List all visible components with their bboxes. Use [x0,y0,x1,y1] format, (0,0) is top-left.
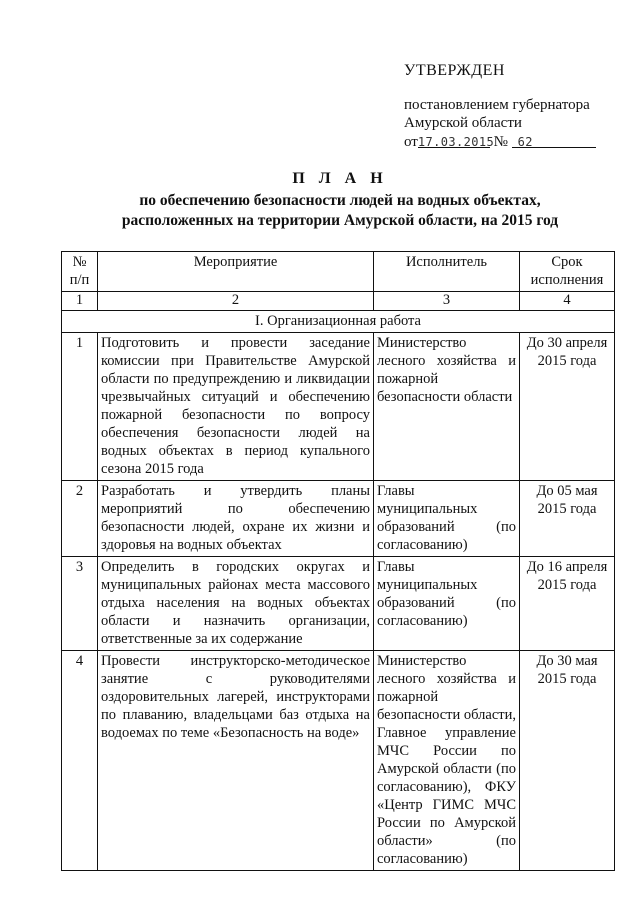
row-executor: Министерство лесного хозяйства и пожарной безопасности области, Главное управление МЧС России по Амурской области (по согласованию), ФКУ «Центр ГИМС МЧС России по Амурской области» (по согласованию) [374,651,520,871]
header-num: № п/п [62,252,98,292]
approval-line-2: Амурской области [404,115,522,131]
table-row [62,333,615,481]
row-activity: Разработать и утвердить планы мероприятий по обеспечению безопасности людей, охране их жизни и здоровья на водных объектах [98,481,374,557]
row-term: До 30 апреля 2015 года [520,333,615,481]
header-term: Срок исполнения [520,252,615,292]
row-executor: Главы муниципальных образований (по согласованию) [374,557,520,651]
column-numbers-row [62,292,615,311]
plan-title: П Л А Н [292,170,388,187]
row-activity: Определить в городских округах и муниципальных районах места массового отдыха населения на водных объектах области и назначить организации, ответственные за их содержание [98,557,374,651]
title-line-1: по обеспечению безопасности людей на водных объектах, [139,192,541,209]
table-row [62,557,615,651]
table-header-row [62,252,615,292]
row-executor: Главы муниципальных образований (по согласованию) [374,481,520,557]
header-activity: Мероприятие [98,252,374,292]
approval-line-1: постановлением губернатора [404,97,590,113]
column-number: 3 [374,292,520,311]
table-row [62,651,615,871]
column-number: 2 [98,292,374,311]
number-value: 62 [517,135,533,149]
date-field [417,133,495,149]
row-activity: Провести инструкторско-методическое занятие с руководителями оздоровительных лагерей, инструкторами по плаванию, владельцами баз отдыха на водоемах по теме «Безопасность на воде» [98,651,374,871]
row-number: 3 [62,557,98,651]
row-term: До 30 мая 2015 года [520,651,615,871]
row-number: 4 [62,651,98,871]
date-value: 17.03.2015 [417,135,495,149]
row-term: До 05 мая 2015 года [520,481,615,557]
title-line-2: расположенных на территории Амурской области, на 2015 год [121,212,559,229]
approval-stamp [404,62,614,151]
plan-table [61,251,615,871]
row-number: 2 [62,481,98,557]
column-number: 4 [520,292,615,311]
header-executor: Исполнитель [374,252,520,292]
number-field [512,133,596,148]
table-row [62,481,615,557]
document-title [60,169,620,231]
section-title: I. Организационная работа [62,311,615,333]
section-row [62,311,615,333]
date-prefix: от [404,134,418,150]
row-term: До 16 апреля 2015 года [520,557,615,651]
number-prefix: № [493,134,508,150]
approval-heading: УТВЕРЖДЕН [404,62,505,79]
row-activity: Подготовить и провести заседание комиссии при Правительстве Амурской области по предупреждению и ликвидации чрезвычайных ситуаций и обеспечению пожарной безопасности по вопросу обеспечения безопасности людей на водных объектах в период купального сезона 2015 года [98,333,374,481]
row-number: 1 [62,333,98,481]
row-executor: Министерство лесного хозяйства и пожарной безопасности области [374,333,520,481]
approval-date-line [404,133,614,151]
column-number: 1 [62,292,98,311]
